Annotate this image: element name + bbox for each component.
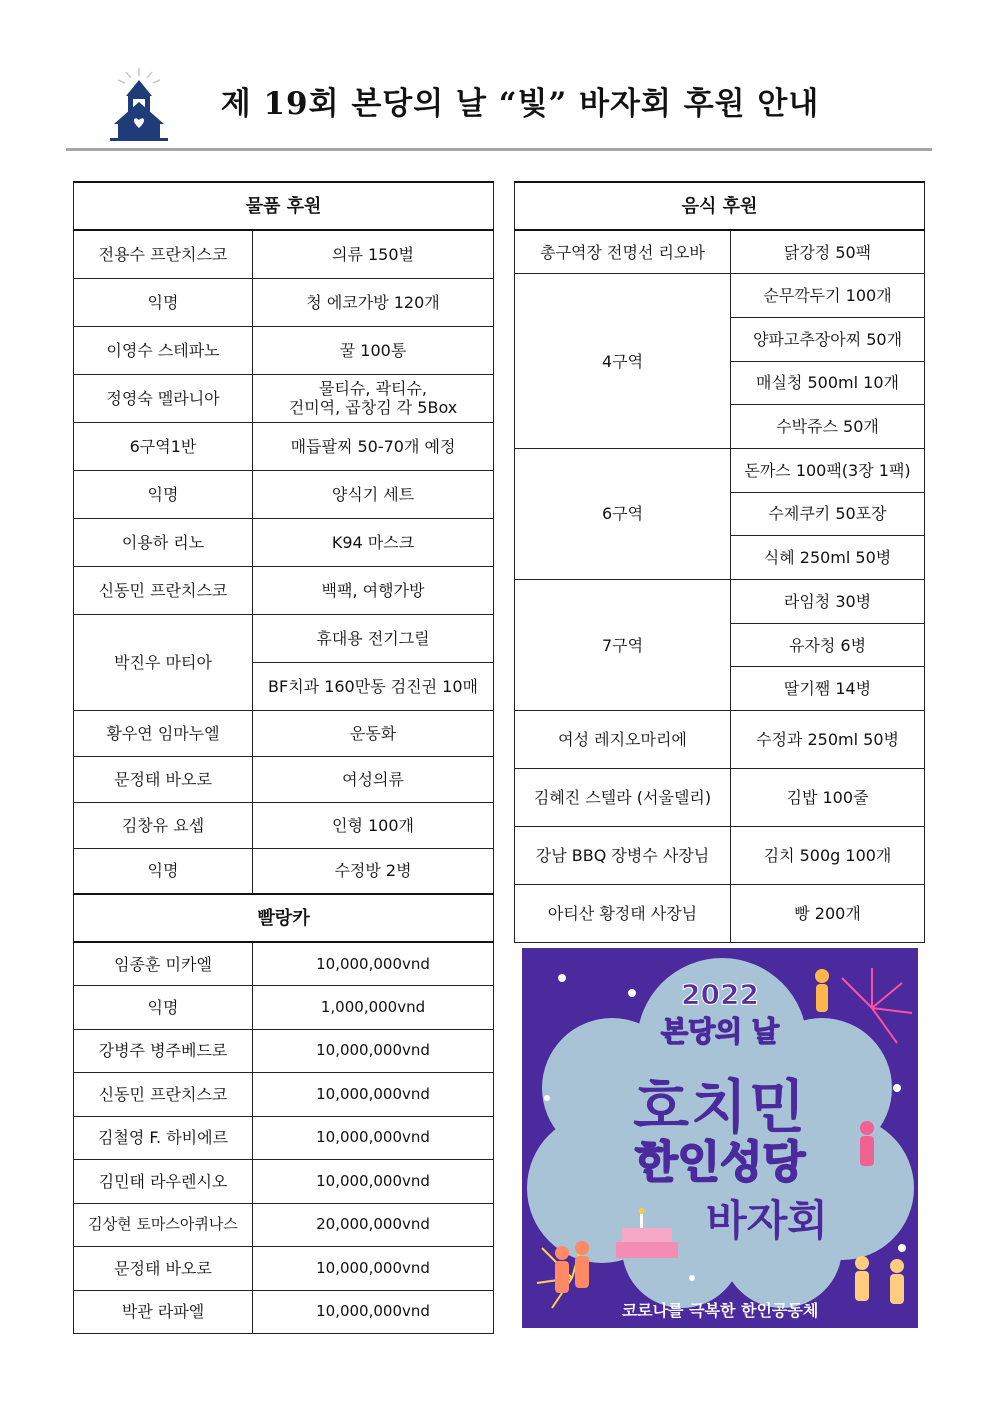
table-row [74,1247,494,1291]
donation-item: 수정방 2병 [253,848,494,894]
donor-name: 6구역 [515,448,731,579]
donor-name: 익명 [74,278,253,326]
donation-amount: 10,000,000vnd [253,1073,494,1117]
table-row [515,711,925,769]
table-row [74,1073,494,1117]
goods-donation-table [73,181,494,1334]
donation-item: 수정과 250ml 50병 [731,711,925,769]
donor-name: 이용하 리노 [74,518,253,566]
donation-item: 인형 100개 [253,802,494,848]
table-row [515,769,925,827]
donor-name: 여성 레지오마리에 [515,711,731,769]
donor-name: 4구역 [515,274,731,449]
table-row [74,470,494,518]
table-row [515,827,925,885]
table-row [74,710,494,756]
poster-subtitle: 본당의 날 [661,1015,779,1048]
table-row [515,230,925,274]
donor-name: 전용수 프란치스코 [74,230,253,278]
table-row [515,885,925,943]
table-row [74,1160,494,1204]
donation-item: 양식기 세트 [253,470,494,518]
donor-name: 김철영 F. 하비에르 [74,1116,253,1160]
donor-name: 익명 [74,848,253,894]
donation-item: 딸기쨈 14병 [731,667,925,711]
table-row [74,1290,494,1334]
donation-item: 수제쿠키 50포장 [731,492,925,536]
poster-line1: 호치민 [632,1073,808,1141]
goods-header: 물품 후원 [74,182,494,230]
donation-item: 빵 200개 [731,885,925,943]
donor-name: 박진우 마티아 [74,614,253,710]
table-row [74,1116,494,1160]
donation-amount: 1,000,000vnd [253,986,494,1030]
donor-name: 박관 라파엘 [74,1290,253,1334]
table-row [74,942,494,986]
donation-item: BF치과 160만동 검진권 10매 [253,662,494,710]
donation-item: K94 마스크 [253,518,494,566]
donor-name: 강남 BBQ 장병수 사장님 [515,827,731,885]
donor-name: 신동민 프란치스코 [74,1073,253,1117]
money-header: 빨랑카 [74,894,494,942]
church-logo [106,66,172,146]
table-row [74,848,494,894]
table-row [74,422,494,470]
donation-item: 닭강정 50팩 [731,230,925,274]
donation-item: 매듭팔찌 50-70개 예정 [253,422,494,470]
table-row [74,566,494,614]
donation-amount: 10,000,000vnd [253,1029,494,1073]
donation-item: 순무깍두기 100개 [731,274,925,318]
donation-item: 돈까스 100팩(3장 1팩) [731,448,925,492]
donation-item: 운동화 [253,710,494,756]
table-row [74,1203,494,1247]
donor-name: 신동민 프란치스코 [74,566,253,614]
donation-item: 식혜 250ml 50병 [731,536,925,580]
donation-item: 라임청 30병 [731,580,925,624]
donation-item: 휴대용 전기그릴 [253,614,494,662]
donor-name: 황우연 임마누엘 [74,710,253,756]
donor-name: 김민태 라우렌시오 [74,1160,253,1204]
donor-name: 임종훈 미카엘 [74,942,253,986]
donation-amount: 20,000,000vnd [253,1203,494,1247]
donor-name: 문정태 바오로 [74,1247,253,1291]
poster-footer: 코로나를 극복한 한인공동체 [621,1301,819,1320]
donation-item: 양파고추장아찌 50개 [731,317,925,361]
donation-item: 꿀 100통 [253,326,494,374]
donation-item: 유자청 6병 [731,623,925,667]
donor-name: 총구역장 전명선 리오바 [515,230,731,274]
donation-item: 청 에코가방 120개 [253,278,494,326]
poster-year: 2022 [681,978,759,1011]
table-row [74,326,494,374]
donor-name: 강병주 병주베드로 [74,1029,253,1073]
food-donation-table [514,181,925,943]
donation-item: 백팩, 여행가방 [253,566,494,614]
table-row [74,518,494,566]
donation-amount: 10,000,000vnd [253,1116,494,1160]
donor-name: 익명 [74,470,253,518]
table-row [74,802,494,848]
table-row [74,230,494,278]
donation-item: 의류 150벌 [253,230,494,278]
table-row [74,1029,494,1073]
table-row [515,448,925,492]
donor-name: 김혜진 스텔라 (서울델리) [515,769,731,827]
donation-amount: 10,000,000vnd [253,942,494,986]
donation-item: 김밥 100줄 [731,769,925,827]
donation-item-line: 건미역, 곱창김 각 5Box [288,398,458,417]
donation-item: 김치 500g 100개 [731,827,925,885]
table-row [74,278,494,326]
donation-amount: 10,000,000vnd [253,1290,494,1334]
donation-amount: 10,000,000vnd [253,1160,494,1204]
donation-item [253,374,494,422]
donor-name: 익명 [74,986,253,1030]
table-row [515,274,925,318]
donor-name: 문정태 바오로 [74,756,253,802]
donor-name: 김상현 토마스아퀴나스 [74,1203,253,1247]
donation-item: 여성의류 [253,756,494,802]
donor-name: 7구역 [515,580,731,711]
donation-item: 수박쥬스 50개 [731,405,925,449]
table-row [74,986,494,1030]
table-row [515,580,925,624]
page-title: 제 19회 본당의 날 “빛” 바자회 후원 안내 [220,86,820,122]
donor-name: 정영숙 멜라니아 [74,374,253,422]
poster-line2: 한인성당 [634,1137,805,1188]
donor-name: 이영수 스테파노 [74,326,253,374]
donor-name: 김창유 요셉 [74,802,253,848]
donor-name: 아티산 황정태 사장님 [515,885,731,943]
donor-name: 6구역1반 [74,422,253,470]
poster-line3: 바자회 [706,1196,828,1245]
title-divider [66,148,932,151]
food-header: 음식 후원 [515,182,925,230]
donation-item-line: 물티슈, 곽티슈, [319,379,427,398]
donation-item: 매실청 500ml 10개 [731,361,925,405]
table-row [74,756,494,802]
table-row [74,614,494,662]
table-row [74,374,494,422]
bazaar-poster [522,948,918,1328]
donation-amount: 10,000,000vnd [253,1247,494,1291]
